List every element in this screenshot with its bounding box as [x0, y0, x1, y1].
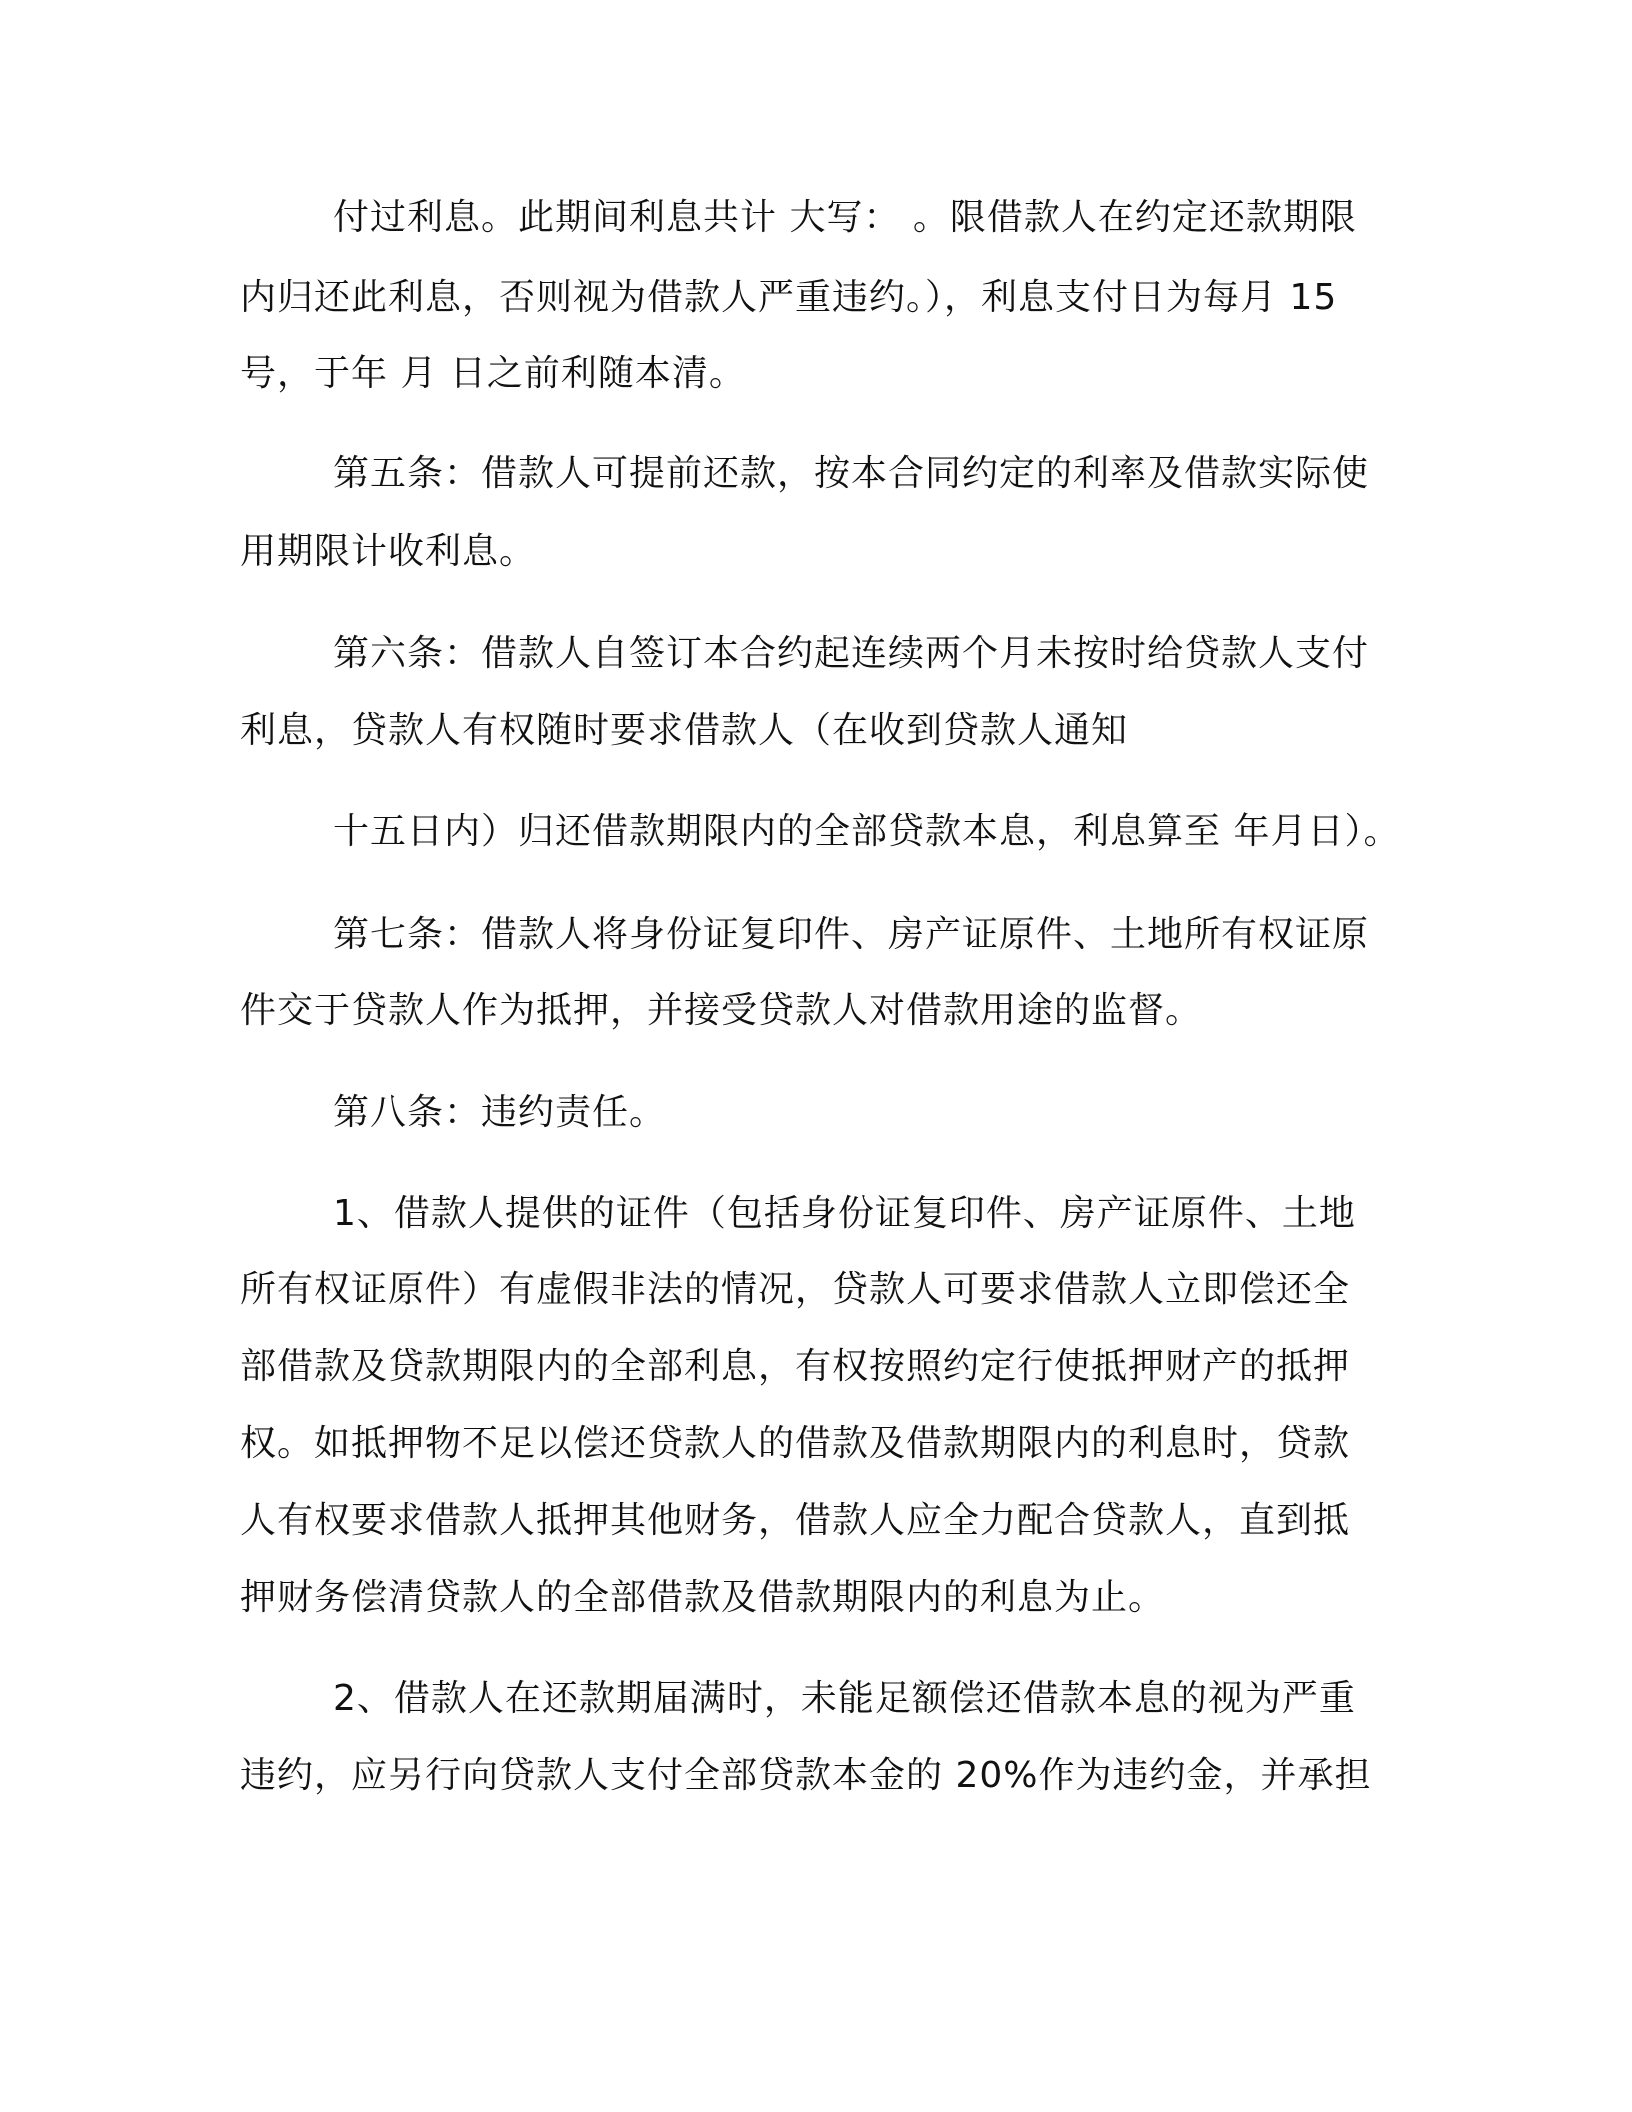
text-line: 所有权证原件）有虚假非法的情况，贷款人可要求借款人立即偿还全 [240, 1269, 1351, 1310]
text-line: 1、借款人提供的证件（包括身份证复印件、房产证原件、土地 [333, 1193, 1356, 1234]
text-line: 件交于贷款人作为抵押，并接受贷款人对借款用途的监督。 [240, 990, 1203, 1031]
text-line: 第五条：借款人可提前还款，按本合同约定的利率及借款实际使 [333, 453, 1370, 494]
text-line: 内归还此利息，否则视为借款人严重违约。），利息支付日为每月 15 [240, 277, 1338, 318]
text-line: 权。如抵押物不足以偿还贷款人的借款及借款期限内的利息时，贷款 [240, 1423, 1351, 1464]
text-line: 第七条：借款人将身份证复印件、房产证原件、土地所有权证原 [333, 914, 1370, 955]
text-line: 第八条：违约责任。 [333, 1092, 667, 1133]
text-line: 付过利息。此期间利息共计 大写： 。限借款人在约定还款期限 [333, 197, 1357, 238]
text-line: 押财务偿清贷款人的全部借款及借款期限内的利息为止。 [240, 1577, 1166, 1618]
text-line: 2、借款人在还款期届满时，未能足额偿还借款本息的视为严重 [333, 1678, 1356, 1719]
text-line: 用期限计收利息。 [240, 531, 537, 572]
text-line: 十五日内）归还借款期限内的全部贷款本息，利息算至 年月日）。 [333, 811, 1401, 852]
text-line: 第六条：借款人自签订本合约起连续两个月未按时给贷款人支付 [333, 633, 1370, 674]
text-line: 利息，贷款人有权随时要求借款人（在收到贷款人通知 [240, 710, 1129, 751]
text-line: 违约，应另行向贷款人支付全部贷款本金的 20%作为违约金，并承担 [240, 1755, 1372, 1796]
text-line: 部借款及贷款期限内的全部利息，有权按照约定行使抵押财产的抵押 [240, 1346, 1351, 1387]
text-line: 号，于年 月 日之前利随本清。 [240, 353, 746, 394]
text-line: 人有权要求借款人抵押其他财务，借款人应全力配合贷款人，直到抵 [240, 1500, 1351, 1541]
